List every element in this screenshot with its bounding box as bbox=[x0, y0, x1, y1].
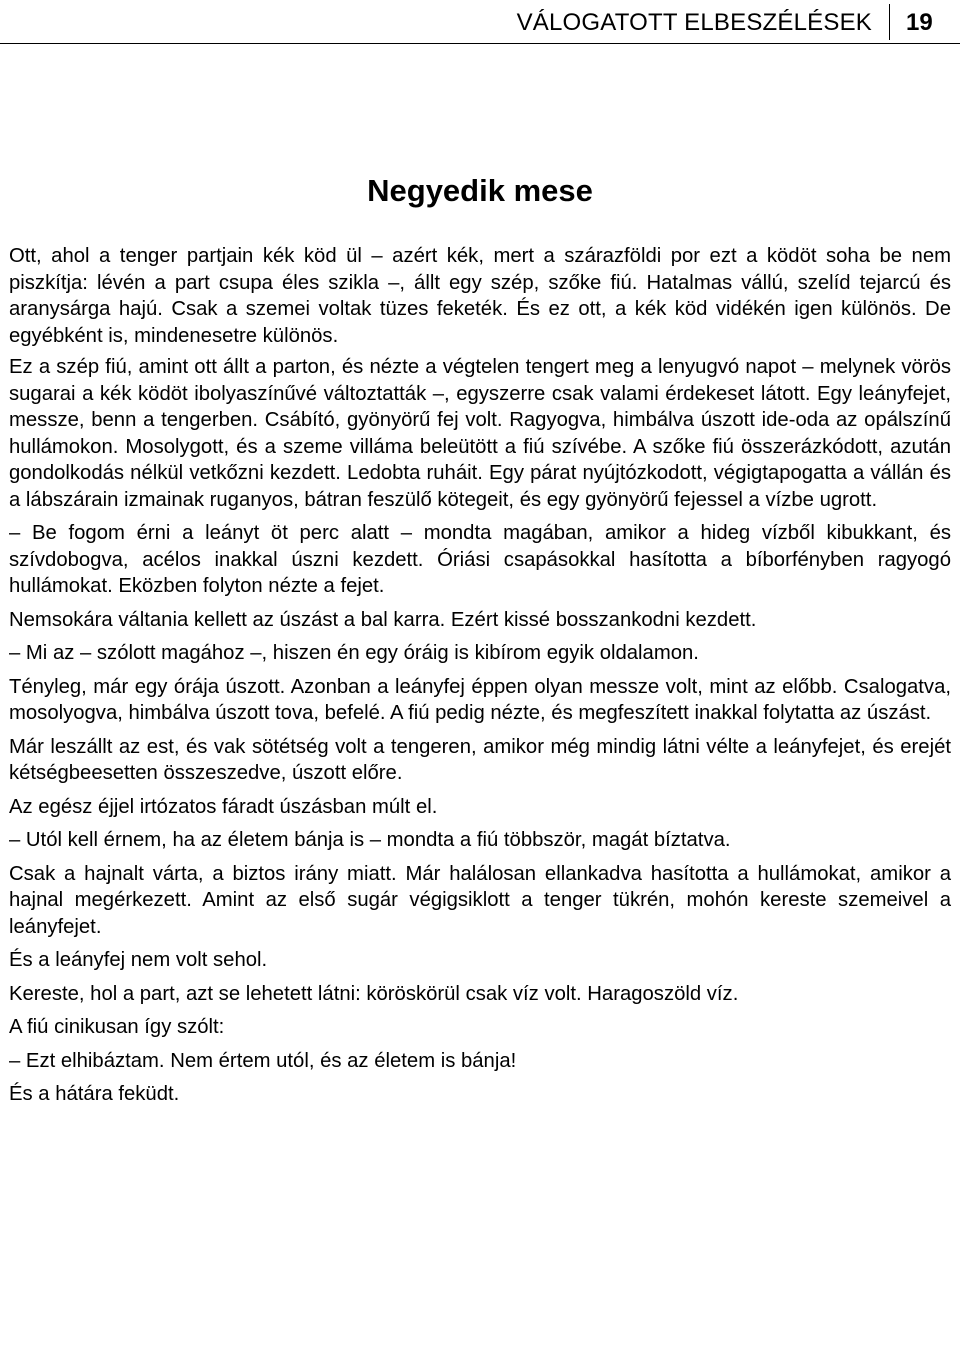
story-text bbox=[9, 243, 951, 1115]
running-header bbox=[0, 0, 960, 44]
paragraph: Kereste, hol a part, azt se lehetett látni: köröskörül csak víz volt. Haragoszöld víz. bbox=[9, 982, 739, 1005]
paragraph: – Mi az – szólott magához –, hiszen én egy óráig is kibírom egyik oldalamon. bbox=[9, 642, 699, 664]
paragraph: – Utól kell érnem, ha az életem bánja is – mondta a fiú többször, magát bíztatva. bbox=[9, 829, 731, 851]
paragraph: És a leányfej nem volt sehol. bbox=[9, 949, 268, 971]
paragraph: Ez a szép fiú, amint ott állt a parton, és nézte a végtelen tengert meg a lenyugvó napot – melynek vörös sugarai a kék ködöt ibolyaszínűvé változtatták –, egyszerre csak valami érdekeset látott. Egy leányfejet, messze, benn a tengerben. Csábító, gyönyörű fej volt. Ragyogva, himbálva úszott ide-oda az opálszínű hullámokon. Mosolygott, és a szeme villáma beleütött a fiú szívébe. A szőke fiú összerázkódott, azután gondolkodás nélkül vetkőzni kezdett. Ledobta ruháit. Egy párat nyújtózkodott, végigtapogatta a vállán és a lábszárain izmainak ruganyos, bátran feszülő kötegeit, és egy gyönyörű fejessel a vízbe ugrott. bbox=[9, 356, 951, 511]
header-divider bbox=[889, 4, 890, 40]
paragraph: Csak a hajnalt várta, a biztos irány miatt. Már halálosan ellankadva hasította a hullámokat, amikor a hajnal megérkezett. Amint az első sugár végigsiklott a tenger tükrén, mohón kereste szemeivel a leányfejet. bbox=[9, 862, 951, 938]
paragraph: – Ezt elhibáztam. Nem értem utól, és az életem is bánja! bbox=[9, 1049, 517, 1072]
paragraph: Már leszállt az est, és vak sötétség volt a tengeren, amikor még mindig látni vélte a leányfejet, és erejét kétségbeesetten összeszedve, úszott előre. bbox=[9, 735, 951, 784]
paragraph: A fiú cinikusan így szólt: bbox=[9, 1016, 225, 1038]
page-number: 19 bbox=[906, 9, 933, 36]
paragraph: Nemsokára váltania kellett az úszást a bal karra. Ezért kissé bosszankodni kezdett. bbox=[9, 608, 757, 631]
paragraph: Tényleg, már egy órája úszott. Azonban a leányfej éppen olyan messze volt, mint az előbb. Csalogatva, mosolyogva, himbálva úszott tova, befelé. A fiú pedig nézte, és megfeszített inakkal folytatta az úszást. bbox=[9, 675, 951, 724]
paragraph: Ott, ahol a tenger partjain kék köd ül – azért kék, mert a szárazföldi por ezt a ködöt soha be nem piszkítja: lévén a part csupa éles szikla –, állt egy szép, szőke fiú. Hatalmas vállú, szelíd tejarcú és aranysárga hajú. Csak a szemei voltak tüzes feketék. És ez ott, a kék köd vidékén igen különös. De egyébként is, mindenesetre különös. bbox=[9, 245, 951, 347]
paragraph: – Be fogom érni a leányt öt perc alatt – mondta magában, amikor a hideg vízből kibukkant, és szívdobogva, acélos inakkal úszni kezdett. Óriási csapásokkal hasította a bíborfényben ragyogó hullámokat. Eközben folyton nézte a fejet. bbox=[9, 522, 951, 597]
paragraph: Az egész éjjel irtózatos fáradt úszásban múlt el. bbox=[9, 795, 438, 818]
header-rule bbox=[0, 43, 960, 44]
book-title: VÁLOGATOTT ELBESZÉLÉSEK bbox=[516, 9, 872, 36]
chapter-title: Negyedik mese bbox=[367, 173, 593, 208]
paragraph: És a hátára feküdt. bbox=[9, 1083, 180, 1105]
